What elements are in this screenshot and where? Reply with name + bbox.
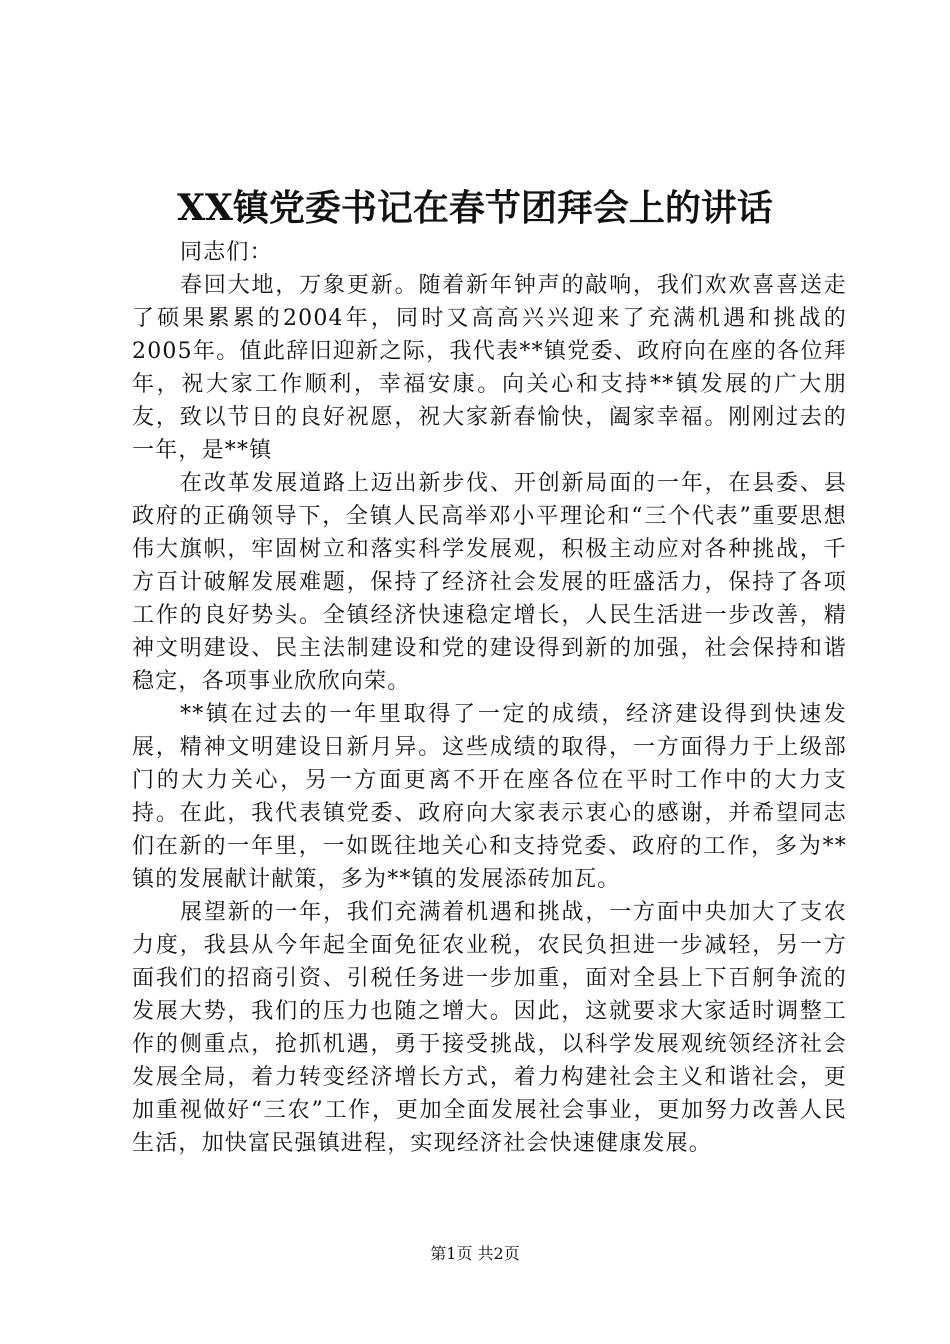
page-title: XX镇党委书记在春节团拜会上的讲话 <box>177 187 773 229</box>
page-number-footer: 第1页 共2页 <box>430 1244 520 1263</box>
paragraph-4: 展望新的一年，我们充满着机遇和挑战，一方面中央加大了支农力度，我县从今年起全面免征农业税，农民负担进一步减轻，另一方面我们的招商引资、引税任务进一步加重，面对全县上下百舸争流的发展大势，我们的压力也随之增大。因此，这就要求大家适时调整工作的侧重点，抢抓机遇，勇于接受挑战，以科学发展观统领经济社会发展全局，着力转变经济增长方式，着力构建社会主义和谐社会，更加重视做好“三农”工作，更加全面发展社会事业，更加努力改善人民生活，加快富民强镇进程，实现经济社会快速健康发展。 <box>132 900 847 1156</box>
document-body <box>132 236 847 1160</box>
paragraph-2: 在改革发展道路上迈出新步伐、开创新局面的一年，在县委、县政府的正确领导下，全镇人民高举邓小平理论和“三个代表”重要思想伟大旗帜，牢固树立和落实科学发展观，积极主动应对各种挑战，千方百计破解发展难题，保持了经济社会发展的旺盛活力，保持了各项工作的良好势头。全镇经济快速稳定增长，人民生活进一步改善，精神文明建设、民主法制建设和党的建设得到新的加强，社会保持和谐稳定，各项事业欣欣向荣。 <box>132 471 847 694</box>
paragraph-1: 春回大地，万象更新。随着新年钟声的敲响，我们欢欢喜喜送走了硕果累累的2004年，同时又高高兴兴迎来了充满机遇和挑战的2005年。值此辞旧迎新之际，我代表**镇党委、政府向在座的各位拜年，祝大家工作顺利，幸福安康。向关心和支持**镇发展的广大朋友，致以节日的良好祝愿，祝大家新春愉快，阖家幸福。刚刚过去的一年，是**镇 <box>132 273 847 463</box>
paragraph-3: **镇在过去的一年里取得了一定的成绩，经济建设得到快速发展，精神文明建设日新月异。这些成绩的取得，一方面得力于上级部门的大力关心，另一方面更离不开在座各位在平时工作中的大力支持。在此，我代表镇党委、政府向大家表示衷心的感谢，并希望同志们在新的一年里，一如既往地关心和支持党委、政府的工作，多为**镇的发展献计献策，多为**镇的发展添砖加瓦。 <box>132 702 847 892</box>
salutation: 同志们： <box>180 240 273 265</box>
